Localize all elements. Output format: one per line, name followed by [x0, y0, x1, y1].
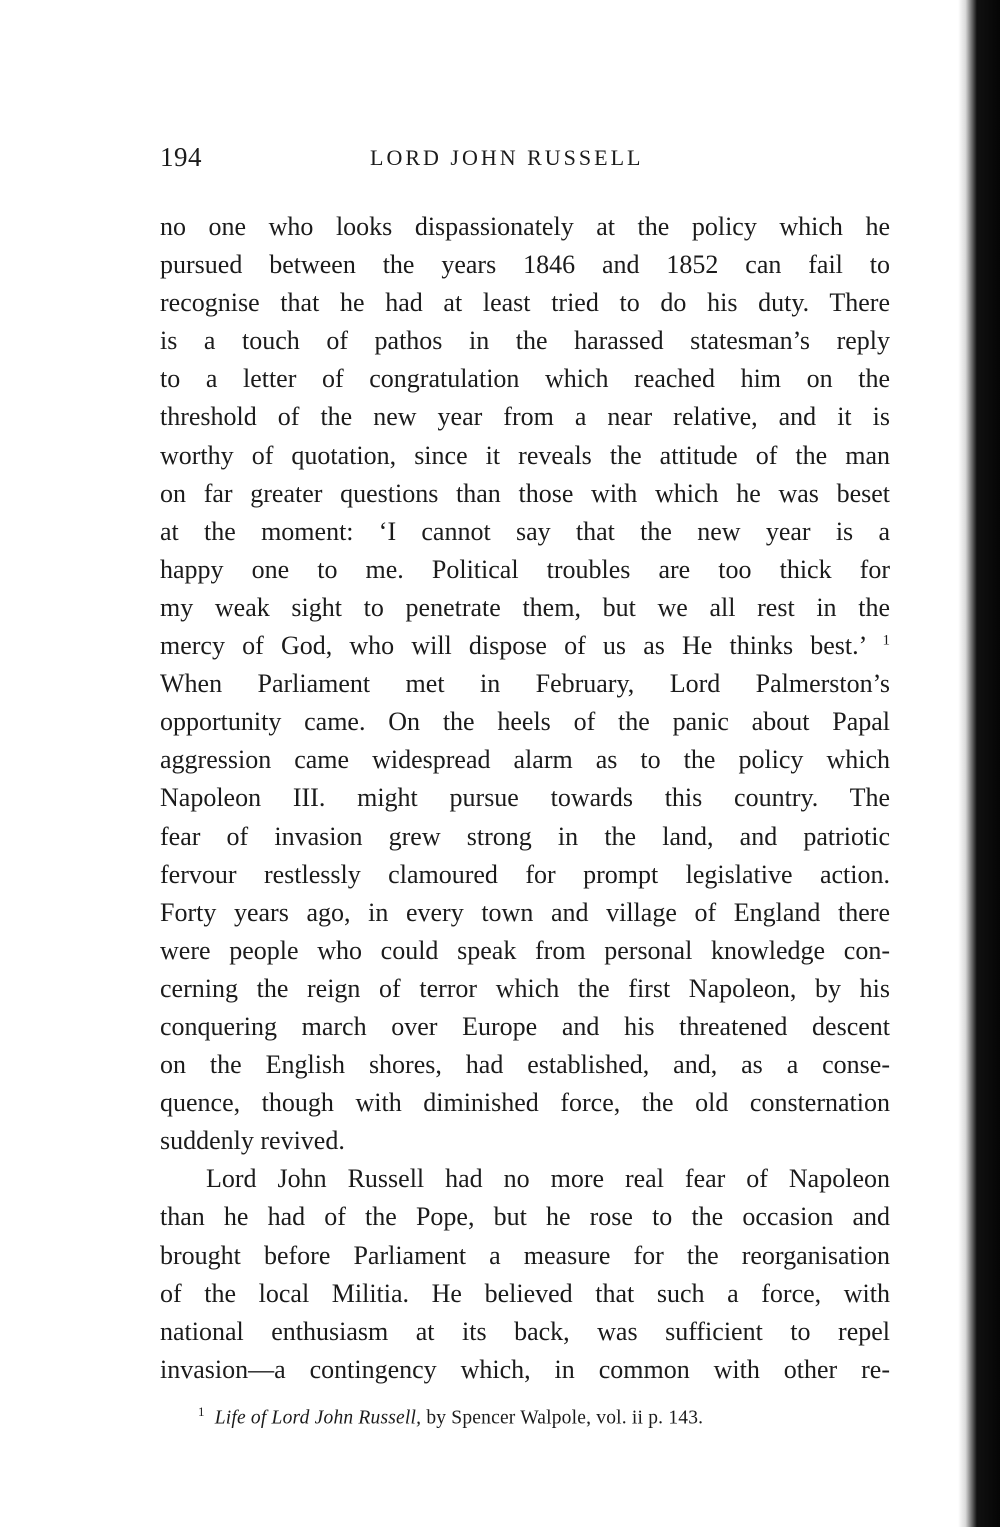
text-line: opportunity came. On the heels of the panic about Papal [160, 707, 890, 737]
text-line: on the English shores, had established, and, as a conse- [160, 1050, 890, 1080]
text-line: happy one to me. Political troubles are too thick for [160, 554, 890, 584]
footnote-citation: by Spencer Walpole, vol. ii p. 143. [426, 1407, 704, 1429]
text-line: were people who could speak from personal knowledge con- [160, 935, 890, 965]
page-edge-shadow [958, 0, 1000, 1527]
text-line: Forty years ago, in every town and village of England there [160, 897, 890, 927]
footnote-mark: 1 [198, 1404, 205, 1419]
text-line: at the moment: ‘I cannot say that the new year is a [160, 516, 890, 546]
text-line: of the local Militia. He believed that such a force, with [160, 1278, 890, 1308]
text-line: recognise that he had at least tried to do his duty. There [160, 288, 890, 318]
text-line: on far greater questions than those with which he was beset [160, 478, 890, 508]
text-line: national enthusiasm at its back, was sufficient to repel [160, 1316, 890, 1346]
text-line-with-footnote [160, 627, 890, 665]
text-line: Lord John Russell had no more real fear of Napoleon [206, 1164, 890, 1194]
text-line: fervour restlessly clamoured for prompt legislative action. [160, 859, 890, 889]
text-line: than he had of the Pope, but he rose to the occasion and [160, 1202, 890, 1232]
text-line: Napoleon III. might pursue towards this country. The [160, 783, 890, 813]
paragraph-2 [160, 1160, 890, 1389]
text-line: my weak sight to penetrate them, but we all rest in the [160, 592, 890, 622]
running-head [160, 142, 890, 176]
text-line: fear of invasion grew strong in the land, and patriotic [160, 821, 890, 851]
text-line: to a letter of congratulation which reached him on the [160, 364, 890, 394]
text-line: conquering march over Europe and his threatened descent [160, 1011, 890, 1041]
text-line: brought before Parliament a measure for the reorganisation [160, 1240, 890, 1270]
footnote-reference: 1 [882, 632, 891, 649]
page-number: 194 [160, 142, 202, 172]
text-line: no one who looks dispassionately at the policy which he [160, 212, 890, 241]
text-line: When Parliament met in February, Lord Palmerston’s [160, 669, 890, 699]
text-line: worthy of quotation, since it reveals the attitude of the man [160, 440, 890, 470]
text-line: suddenly revived. [160, 1126, 345, 1156]
body-text [160, 208, 890, 1389]
text-line: quence, though with diminished force, the old consternation [160, 1088, 890, 1118]
text-line: aggression came widespread alarm as to the policy which [160, 745, 890, 775]
text-line: invasion—a contingency which, in common with other re- [160, 1354, 890, 1384]
text-line: pursued between the years 1846 and 1852 can fail to [160, 250, 890, 280]
paragraph-1 [160, 208, 890, 1160]
text-line: cerning the reign of terror which the first Napoleon, by his [160, 973, 890, 1003]
text-line: is a touch of pathos in the harassed statesman’s reply [160, 326, 890, 356]
footnote-book-title: Life of Lord John Russell, [214, 1407, 422, 1429]
running-title: LORD JOHN RUSSELL [370, 145, 644, 170]
footnote [198, 1404, 888, 1430]
text-line: threshold of the new year from a near relative, and it is [160, 402, 890, 432]
text-line-content: mercy of God, who will dispose of us as He thinks best.’ [160, 631, 866, 661]
